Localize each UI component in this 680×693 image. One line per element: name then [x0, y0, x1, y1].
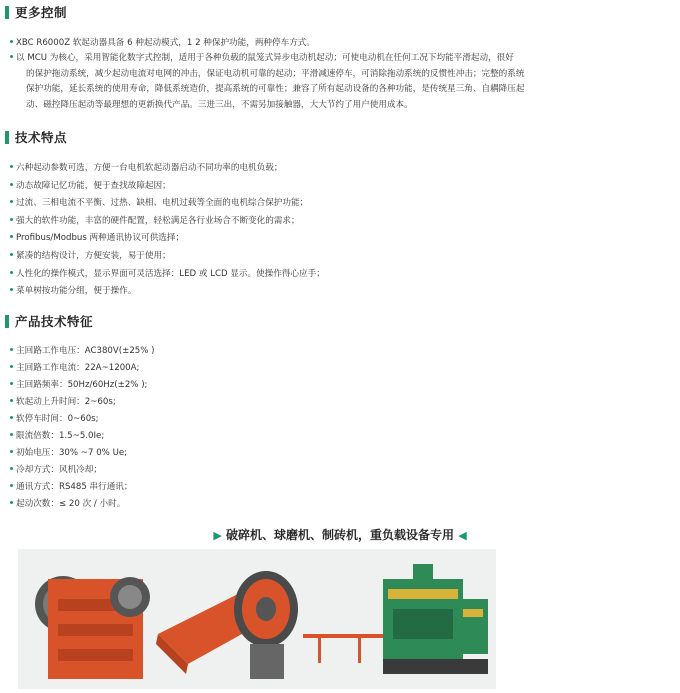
- list-item: Profibus/Modbus 两种通讯协议可供选择；: [10, 231, 184, 246]
- list-item: 软起动上升时间：2~60s;: [10, 395, 116, 410]
- list-item: 过流、三相电流不平衡、过热、缺相、电机过载等全面的电机综合保护功能；: [10, 196, 308, 211]
- heading-tech-features: [5, 129, 67, 145]
- bullet-dot: [10, 55, 13, 58]
- list-item: 主回路工作电压：AC380V(±25% ): [10, 344, 155, 359]
- banner-text: 破碎机、球磨机、制砖机，重负载设备专用: [225, 528, 454, 542]
- intro-line: XBC R6000Z 软起动器具备 6 种起动模式，1 2 种保护功能，两种停车方式。: [10, 36, 315, 51]
- bullet-dot: [10, 399, 13, 402]
- list-item: 强大的软件功能，丰富的硬件配置，轻松满足各行业场合不断变化的需求；: [10, 214, 300, 229]
- bullet-dot: [10, 467, 13, 470]
- equipment-banner: [0, 526, 680, 544]
- triangle-right-icon: ▶: [213, 529, 222, 542]
- list-item: 初始电压：30% ~7 0% Ue;: [10, 446, 127, 461]
- heading-title: 更多控制: [15, 5, 68, 20]
- heading-product-specs: [5, 313, 93, 329]
- list-item: 起动次数：≤ 20 次 / 小时。: [10, 497, 125, 512]
- list-item: 软停车时间：0~60s;: [10, 412, 99, 427]
- list-item: 主回路频率：50Hz/60Hz(±2% );: [10, 378, 147, 393]
- list-item: 限流倍数：1.5~5.0Ie;: [10, 429, 104, 444]
- heading-bar: [5, 6, 9, 19]
- heading-bar: [5, 315, 9, 328]
- machines-illustration: [18, 549, 496, 689]
- bullet-dot: [10, 165, 13, 168]
- bullet-dot: [10, 200, 13, 203]
- heading-bar: [5, 131, 9, 144]
- bullet-dot: [10, 235, 13, 238]
- list-item: 动态故障记忆功能，便于查找故障起因；: [10, 179, 171, 194]
- list-item: 人性化的操作模式，显示界面可灵活选择：LED 或 LCD 显示。使操作得心应手；: [10, 267, 325, 282]
- bullet-dot: [10, 348, 13, 351]
- heading-title: 产品技术特征: [15, 314, 94, 329]
- description-paragraph: 以 MCU 为核心，采用智能化数字式控制，适用于各种负载的鼠笼式异步电动机起动；可使电动机在任何工况下均能平滑起动，很好 的保护拖动系统，减少起动电流对电网的冲击，保证电动机可靠的起动；平滑减速停车，可消除拖动系统的反惯性冲击；完整的系统 保护功能，延长系统的使用寿命，降低系统造价，提高系统的可靠性；兼容了所有起动设备的各种功能，是传统星三角、自耦降压起 动、磁控降压起动等最理想的更新换代产品。三进三出，不需另加接触器，大大节约了用户使用成本。: [10, 51, 515, 113]
- bullet-dot: [10, 501, 13, 504]
- bullet-dot: [10, 365, 13, 368]
- bullet-dot: [10, 40, 13, 43]
- triangle-left-icon: ◀: [458, 529, 467, 542]
- bullet-dot: [10, 416, 13, 419]
- bullet-dot: [10, 288, 13, 291]
- list-item: 紧凑的结构设计，方便安装，易于使用；: [10, 249, 171, 264]
- bullet-dot: [10, 218, 13, 221]
- heading-more-control: [5, 4, 67, 20]
- bullet-dot: [10, 183, 13, 186]
- heading-title: 技术特点: [15, 130, 68, 145]
- bullet-dot: [10, 253, 13, 256]
- heavy-equipment-photo: [18, 549, 496, 689]
- jaw-crusher-icon: [35, 576, 150, 679]
- list-item: 六种起动参数可选，方便一台电机软起动器启动不同功率的电机负载；: [10, 161, 282, 176]
- bullet-dot: [10, 382, 13, 385]
- list-item: 主回路工作电流：22A~1200A;: [10, 361, 139, 376]
- bullet-dot: [10, 433, 13, 436]
- bullet-dot: [10, 271, 13, 274]
- list-item: 菜单树按功能分组，便于操作。: [10, 284, 136, 299]
- list-item: 通讯方式：RS485 串行通讯；: [10, 480, 133, 495]
- list-item: 冷却方式：风机冷却；: [10, 463, 102, 478]
- bullet-dot: [10, 484, 13, 487]
- bullet-dot: [10, 450, 13, 453]
